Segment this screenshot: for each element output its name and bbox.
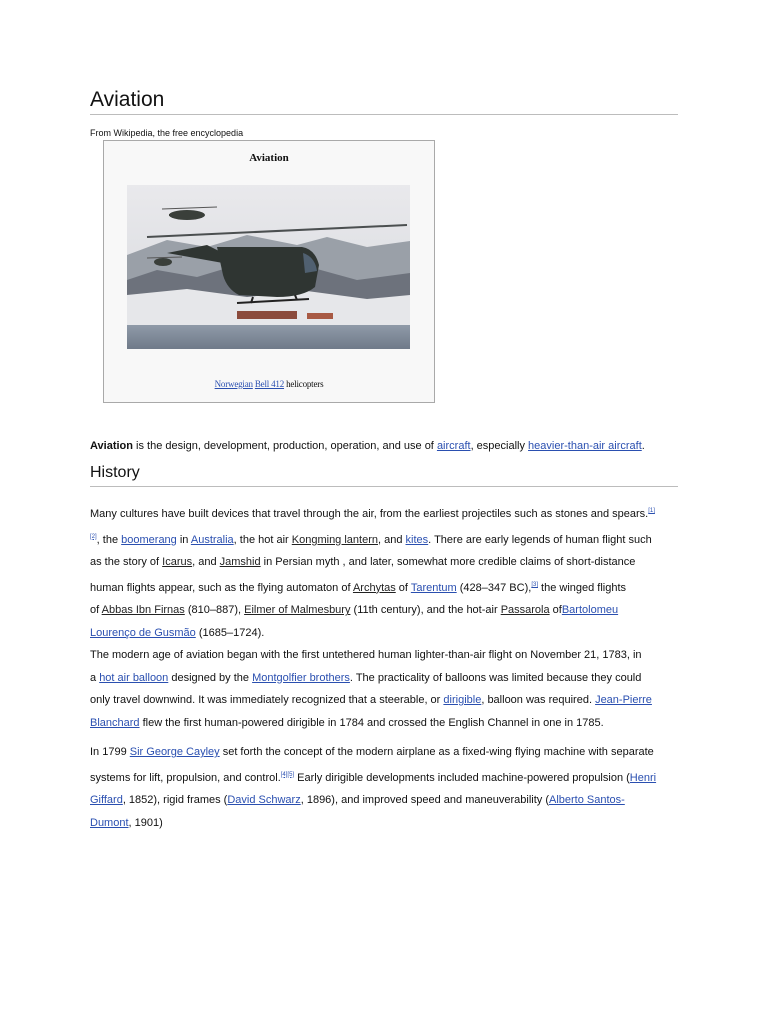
para-text: only travel downwind. It was immediately recognized that a steerable, or [90, 694, 444, 707]
norwegian-link[interactable]: Norwegian [214, 379, 253, 389]
passarola-link[interactable]: Passarola [500, 604, 550, 617]
para-text: of [395, 581, 411, 594]
lead-text: . [641, 440, 645, 452]
lead-paragraph [90, 435, 682, 458]
reference-4-5[interactable]: [4][5] [280, 771, 295, 778]
para-text: . The practicality of balloons was limited because they could [349, 671, 642, 684]
para-text: systems for lift, propulsion, and control. [90, 771, 281, 784]
para-text: designed by the [168, 671, 253, 684]
para-text: of [549, 604, 562, 617]
history-paragraph-2 [90, 644, 682, 734]
heavier-than-air-aircraft-link[interactable]: heavier-than-air aircraft [528, 440, 642, 452]
bell-412-link[interactable]: Bell 412 [254, 379, 285, 389]
blanchard-link[interactable]: Blanchard [90, 716, 140, 729]
history-divider [90, 486, 678, 487]
para-text: (428–347 BC), [456, 581, 532, 594]
history-paragraph-1 [90, 500, 682, 645]
lead-text: , especially [470, 440, 529, 452]
icarus-link[interactable]: Icarus [162, 556, 193, 569]
page-title: Aviation [90, 88, 165, 111]
para-text: , the [96, 533, 122, 546]
giffard-link[interactable]: Giffard [90, 794, 123, 807]
para-text: , and [192, 556, 220, 569]
infobox [103, 140, 435, 403]
para-text: the winged flights [537, 581, 627, 594]
para-text: of [90, 604, 102, 617]
jamshid-link[interactable]: Jamshid [219, 556, 261, 569]
para-text: , the hot air [233, 533, 292, 546]
caption-text: helicopters [284, 379, 324, 389]
para-text: , 1896), and improved speed and maneuverability ( [300, 794, 549, 807]
helicopter-photo[interactable] [127, 185, 410, 349]
para-text: human flights appear, such as the flying automaton of [90, 581, 353, 594]
text-line [90, 500, 682, 526]
text-line [90, 712, 682, 735]
para-text: (1685–1724). [195, 626, 265, 639]
infobox-caption [104, 379, 434, 389]
tagline: From Wikipedia, the free encyclopedia [90, 128, 244, 138]
dumont-link[interactable]: Dumont [90, 816, 129, 829]
jean-pierre-link[interactable]: Jean-Pierre [595, 694, 652, 707]
para-text: as the story of [90, 556, 163, 569]
abbas-ibn-firnas-link[interactable]: Abbas Ibn Firnas [101, 604, 185, 617]
para-text: in Persian myth , and later, somewhat more credible claims of short-distance [260, 556, 636, 569]
infobox-title: Aviation [249, 152, 289, 164]
text-line [90, 599, 682, 622]
history-paragraph-3 [90, 741, 682, 834]
hot-air-balloon-link[interactable]: hot air balloon [99, 671, 169, 684]
boomerang-link[interactable]: boomerang [121, 533, 177, 546]
reference-1[interactable]: [1] [648, 508, 655, 514]
history-heading: History [90, 464, 140, 481]
text-line [90, 526, 682, 552]
para-text: , and [378, 533, 406, 546]
text-line [90, 667, 682, 690]
para-text: , 1901) [128, 816, 163, 829]
kites-link[interactable]: kites [405, 533, 429, 546]
lead-text: is the design, development, production, operation, and use of [133, 440, 437, 452]
text-line [90, 789, 682, 812]
para-text: . There are early legends of human flight such [428, 533, 652, 546]
text-line [90, 574, 682, 600]
kongming-lantern-link[interactable]: Kongming lantern [291, 533, 378, 546]
eilmer-of-malmesbury-link[interactable]: Eilmer of Malmesbury [244, 604, 351, 617]
montgolfier-brothers-link[interactable]: Montgolfier brothers [252, 671, 350, 684]
title-divider [90, 114, 678, 115]
text-line [90, 622, 682, 645]
tarentum-link[interactable]: Tarentum [410, 581, 457, 594]
para-text: Early dirigible developments included machine-powered propulsion ( [294, 771, 630, 784]
lead-bold-term: Aviation [90, 440, 133, 452]
para-text: , 1852), rigid frames ( [122, 794, 228, 807]
para-text: In 1799 [90, 746, 130, 758]
text-line [90, 764, 682, 790]
text-line [90, 689, 682, 712]
text-line [90, 551, 682, 574]
para-text: a [90, 671, 100, 684]
text-line [90, 812, 682, 835]
text-line [90, 741, 682, 764]
dirigible-link[interactable]: dirigible [443, 694, 482, 707]
australia-link[interactable]: Australia [190, 533, 234, 546]
aircraft-link[interactable]: aircraft [436, 440, 471, 452]
para-text: (810–887), [184, 604, 245, 617]
para-text: , balloon was required. [481, 694, 596, 707]
reference-2[interactable]: [2] [90, 533, 97, 540]
david-schwarz-link[interactable]: David Schwarz [227, 794, 301, 807]
para-text: Many cultures have built devices that travel through the air, from the earliest projectiles such as stones and spears. [90, 508, 649, 520]
alberto-santos-link[interactable]: Alberto Santos- [548, 794, 625, 807]
para-text: (11th century), and the hot-air [350, 604, 501, 617]
para-text: in [176, 533, 191, 546]
para-text: flew the first human-powered dirigible in 1784 and crossed the English Channel in one in 1785. [139, 716, 604, 729]
para-text: set forth the concept of the modern airplane as a fixed-wing flying machine with separate [219, 746, 654, 758]
para-text: The modern age of aviation began with the first untethered human lighter-than-air flight on November 21, 1783, in [90, 649, 642, 661]
george-cayley-link[interactable]: Sir George Cayley [129, 746, 220, 758]
reference-3[interactable]: [3] [531, 581, 538, 588]
henri-link[interactable]: Henri [629, 771, 657, 784]
bartolomeu-link[interactable]: Bartolomeu [561, 604, 619, 617]
text-line [90, 644, 682, 667]
archytas-link[interactable]: Archytas [352, 581, 396, 594]
lourenco-de-gusmao-link[interactable]: Lourenço de Gusmão [90, 626, 196, 639]
